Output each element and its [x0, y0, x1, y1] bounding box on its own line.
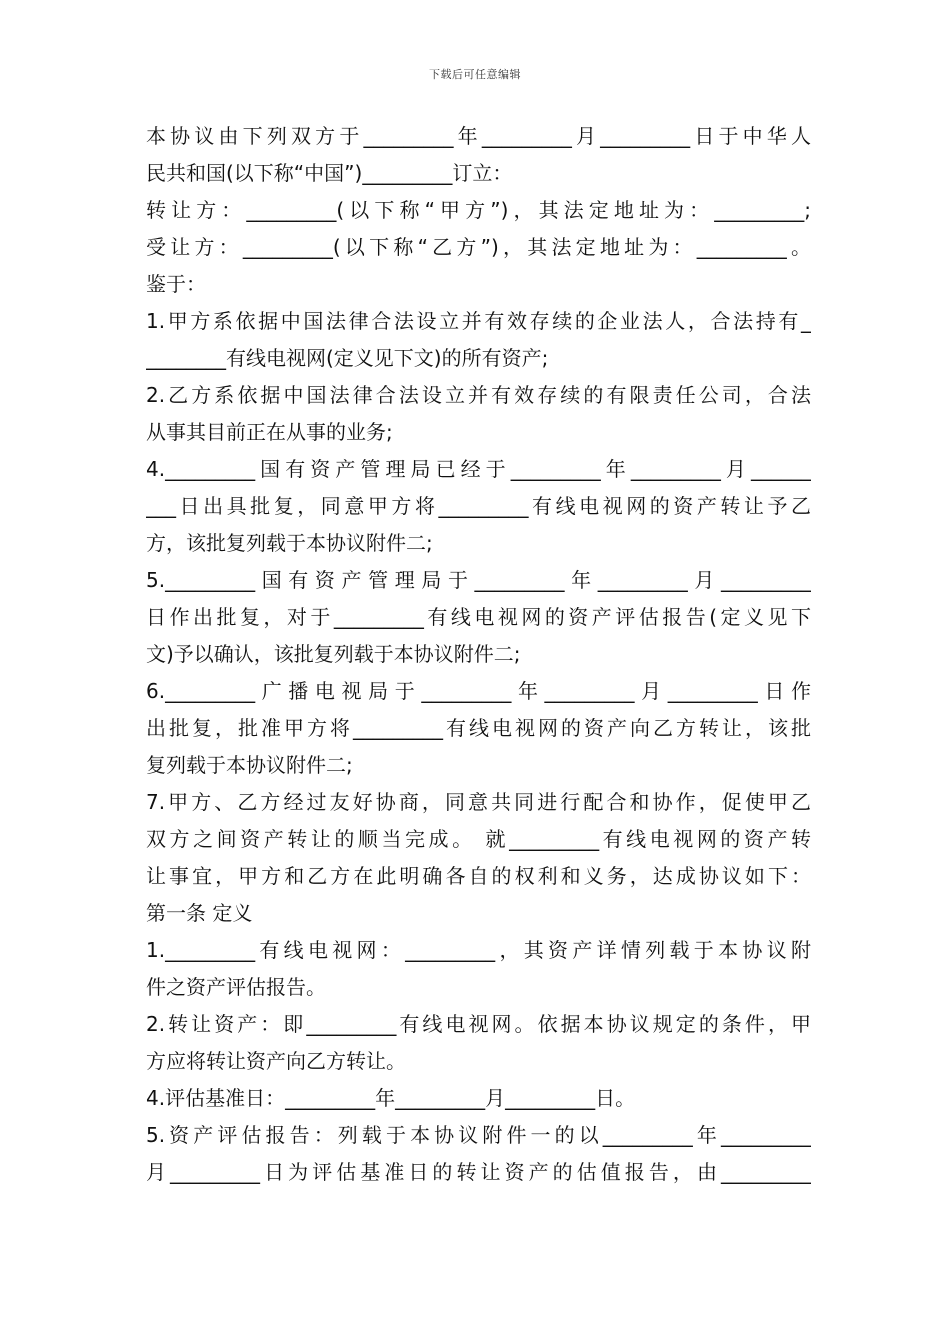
section-heading: 第一条 定义 [146, 901, 253, 925]
paragraph-line: 4.评估基准日：_________年_________月_________日。 [146, 1086, 636, 1110]
paragraph-line: ________有线电视网(定义见下文)的所有资产; [146, 346, 549, 370]
paragraph-line: 从事其目前正在从事的业务; [146, 420, 393, 444]
page-header-note: 下载后可任意编辑 [429, 68, 521, 81]
paragraph-line: 5._________国有资产管理局于_________年_________月_________ [146, 568, 811, 592]
paragraph-line: 民共和国(以下称“中国”)_________订立： [146, 161, 513, 185]
paragraph-line: ___日出具批复，同意甲方将_________有线电视网的资产转让予乙 [146, 494, 811, 518]
paragraph-line: 文)予以确认，该批复列载于本协议附件二; [146, 642, 521, 666]
paragraph-line: 2.乙方系依据中国法律合法设立并有效存续的有限责任公司，合法 [146, 383, 811, 407]
paragraph-line: 2.转让资产：即_________有线电视网。依据本协议规定的条件，甲 [146, 1012, 811, 1036]
paragraph-line: 月_________日为评估基准日的转让资产的估值报告，由_________ [146, 1160, 811, 1184]
paragraph-line: 5.资产评估报告：列载于本协议附件一的以_________年_________ [146, 1123, 811, 1147]
paragraph-line: 日作出批复，对于_________有线电视网的资产评估报告(定义见下 [146, 605, 811, 629]
paragraph-line: 出批复，批准甲方将_________有线电视网的资产向乙方转让，该批 [146, 716, 811, 740]
paragraph-line: 1.甲方系依据中国法律合法设立并有效存续的企业法人，合法持有_ [146, 309, 811, 333]
document-body [146, 118, 811, 1191]
paragraph-line: 受让方：_________(以下称“乙方”)，其法定地址为：_________。 [146, 235, 811, 259]
paragraph-line: 4._________国有资产管理局已经于_________年_________月______ [146, 457, 811, 481]
paragraph-line: 件之资产评估报告。 [146, 975, 326, 999]
paragraph-line: 让事宜，甲方和乙方在此明确各自的权利和义务，达成协议如下： [146, 864, 811, 888]
paragraph-line: 鉴于： [146, 272, 206, 296]
paragraph-line: 本协议由下列双方于_________年_________月_________日于中华人 [146, 124, 811, 148]
paragraph-line: 双方之间资产转让的顺当完成。 就_________有线电视网的资产转 [146, 827, 811, 851]
paragraph-line: 复列载于本协议附件二; [146, 753, 353, 777]
paragraph-line: 方应将转让资产向乙方转让。 [146, 1049, 406, 1073]
paragraph-line: 7.甲方、乙方经过友好协商，同意共同进行配合和协作，促使甲乙 [146, 790, 811, 814]
paragraph-line: 转让方：_________(以下称“甲方”)，其法定地址为：_________; [146, 198, 811, 222]
paragraph-line: 1._________有线电视网：_________，其资产详情列载于本协议附 [146, 938, 811, 962]
paragraph-line: 方，该批复列载于本协议附件二; [146, 531, 433, 555]
paragraph-line: 6._________广播电视局于_________年_________月_________日作 [146, 679, 811, 703]
